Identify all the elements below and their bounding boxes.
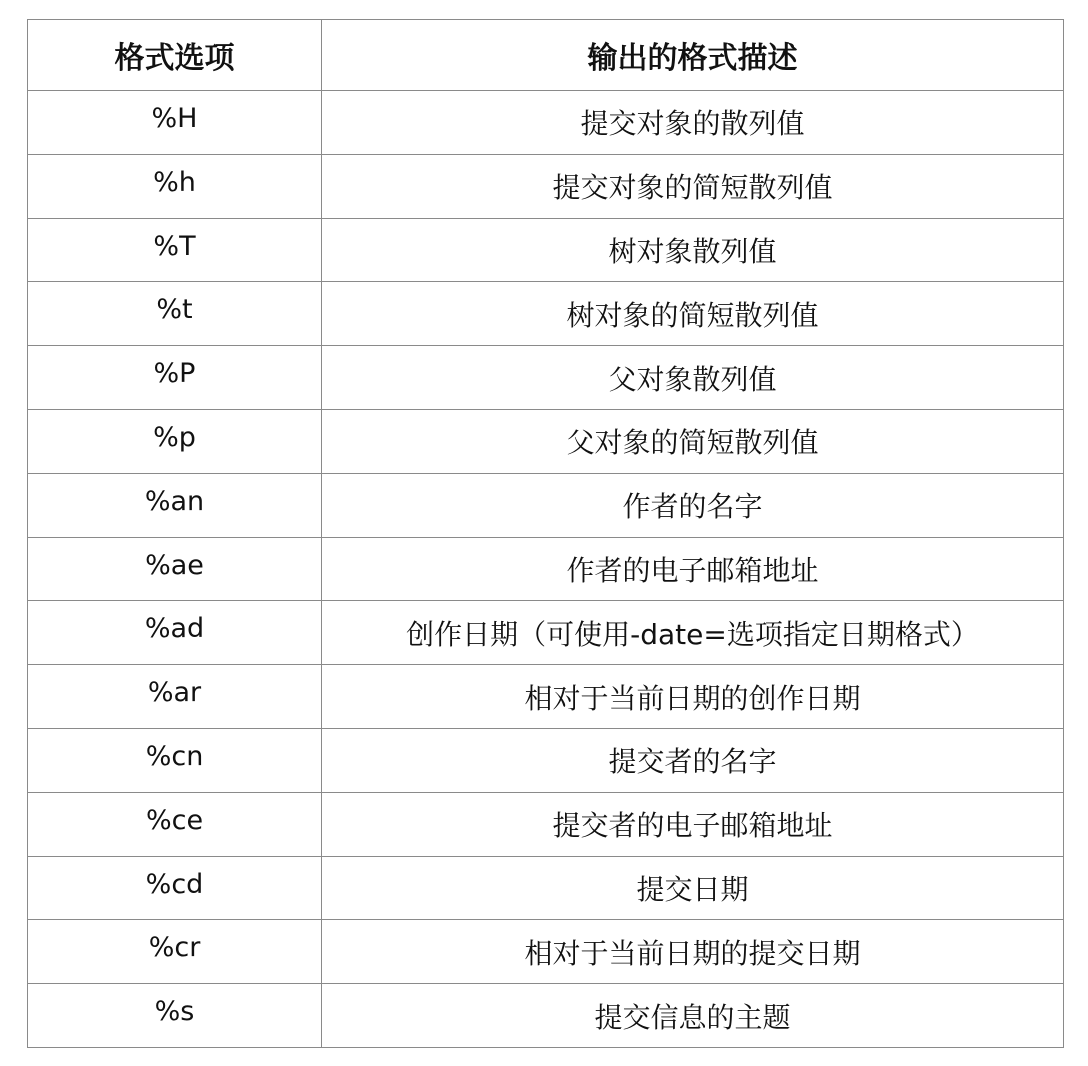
table-row (28, 346, 1064, 410)
table-row (28, 728, 1064, 792)
header-row (28, 20, 1064, 91)
format-option-cell: %p (28, 409, 322, 473)
format-option-cell: %T (28, 218, 322, 282)
table-row (28, 218, 1064, 282)
format-description-cell: 作者的名字 (322, 473, 1064, 537)
format-option-cell: %ar (28, 665, 322, 729)
table-header (28, 20, 1064, 91)
table-row (28, 601, 1064, 665)
table-row (28, 792, 1064, 856)
header-format-option: 格式选项 (28, 20, 322, 91)
format-description-cell: 提交对象的简短散列值 (322, 154, 1064, 218)
format-description-cell: 父对象的简短散列值 (322, 409, 1064, 473)
format-option-cell: %ae (28, 537, 322, 601)
format-description-cell: 提交日期 (322, 856, 1064, 920)
table-row (28, 154, 1064, 218)
format-option-cell: %cr (28, 920, 322, 984)
format-description-cell: 提交者的名字 (322, 728, 1064, 792)
format-description-cell: 父对象散列值 (322, 346, 1064, 410)
table-row (28, 537, 1064, 601)
format-description-cell: 树对象的简短散列值 (322, 282, 1064, 346)
format-description-cell: 相对于当前日期的提交日期 (322, 920, 1064, 984)
table-row (28, 91, 1064, 155)
format-description-cell: 创作日期（可使用-date=选项指定日期格式） (322, 601, 1064, 665)
table-row (28, 409, 1064, 473)
table-row (28, 665, 1064, 729)
format-option-cell: %cd (28, 856, 322, 920)
table-row (28, 920, 1064, 984)
format-option-cell: %h (28, 154, 322, 218)
format-option-cell: %cn (28, 728, 322, 792)
format-description-cell: 提交信息的主题 (322, 984, 1064, 1048)
format-options-table (27, 19, 1064, 1048)
format-option-cell: %ad (28, 601, 322, 665)
table-row (28, 473, 1064, 537)
format-description-cell: 作者的电子邮箱地址 (322, 537, 1064, 601)
format-description-cell: 树对象散列值 (322, 218, 1064, 282)
table-row (28, 282, 1064, 346)
format-option-cell: %an (28, 473, 322, 537)
format-description-cell: 提交对象的散列值 (322, 91, 1064, 155)
table-row (28, 856, 1064, 920)
format-option-cell: %ce (28, 792, 322, 856)
format-description-cell: 提交者的电子邮箱地址 (322, 792, 1064, 856)
format-option-cell: %H (28, 91, 322, 155)
header-format-description: 输出的格式描述 (322, 20, 1064, 91)
format-option-cell: %t (28, 282, 322, 346)
table-body (28, 91, 1064, 1048)
format-description-cell: 相对于当前日期的创作日期 (322, 665, 1064, 729)
format-option-cell: %P (28, 346, 322, 410)
table-row (28, 984, 1064, 1048)
format-option-cell: %s (28, 984, 322, 1048)
